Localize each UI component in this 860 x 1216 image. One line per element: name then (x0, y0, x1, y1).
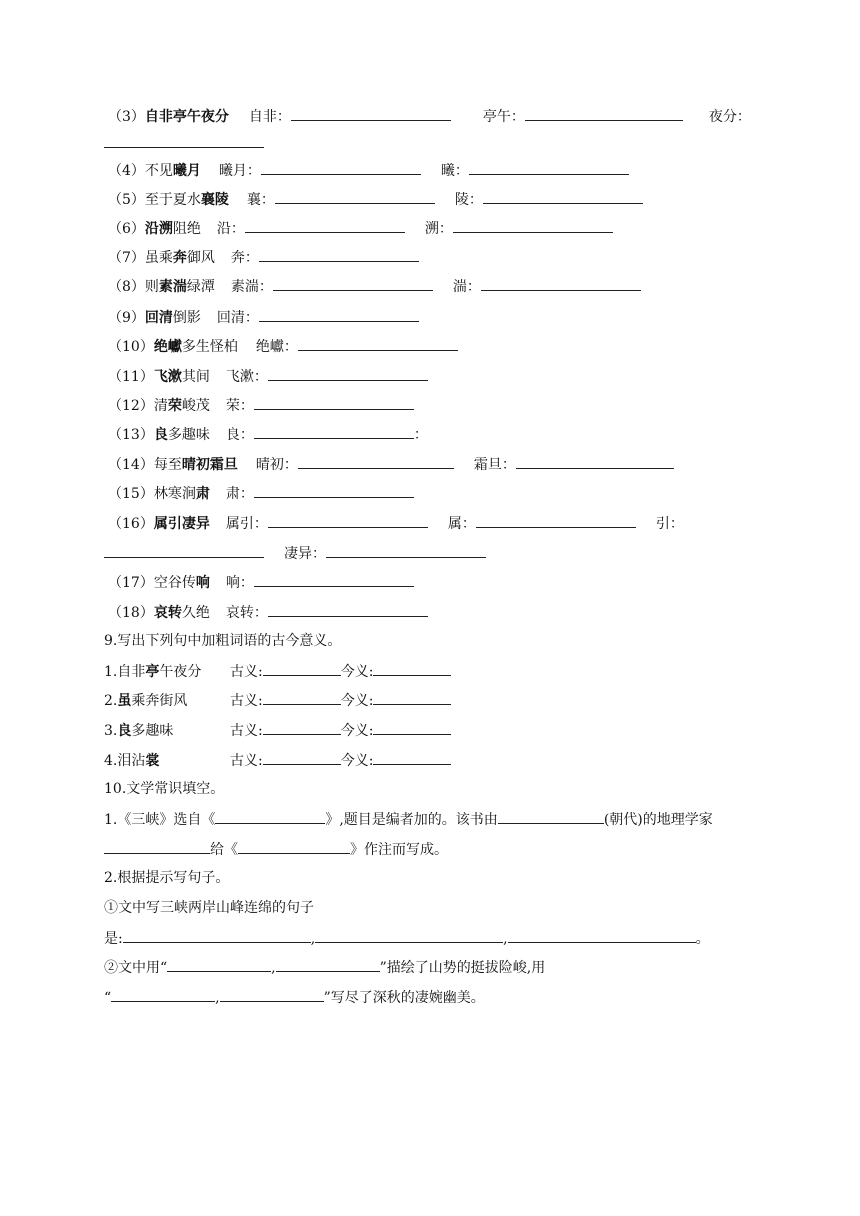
bold-phrase: 响 (195, 575, 210, 591)
ancient-meaning-label: 古义: (230, 664, 263, 680)
q9-item-4 (104, 750, 451, 770)
bold-phrase: 绝巘 (153, 339, 182, 355)
q9-item-1 (104, 661, 451, 681)
term-label: 荣： (225, 398, 254, 414)
answer-blank[interactable] (481, 276, 641, 291)
text: ”写尽了深秋的凄婉幽美。 (323, 990, 485, 1006)
ancient-meaning-label: 古义: (230, 693, 263, 709)
q10-sub-2a-answer (104, 928, 710, 948)
answer-blank[interactable] (254, 424, 414, 439)
answer-blank[interactable] (298, 454, 454, 469)
answer-blank[interactable] (273, 276, 433, 291)
answer-blank[interactable] (245, 218, 405, 233)
text: ②文中用“ (104, 960, 168, 976)
phrase-text: 每至 (153, 457, 182, 473)
term-label: 凄异： (284, 546, 326, 562)
item-number: （12） (108, 398, 154, 414)
term-label: 晴初： (255, 457, 298, 473)
item-number: （11） (108, 369, 154, 385)
answer-blank[interactable] (469, 160, 629, 175)
q10-sub-2b-cont (104, 987, 485, 1007)
q10-sub-2-title: 2.根据提示写句子。 (104, 870, 230, 886)
vocab-item-8 (108, 276, 641, 296)
answer-blank[interactable] (276, 957, 380, 972)
answer-blank[interactable] (215, 809, 325, 824)
answer-blank[interactable] (373, 720, 451, 735)
modern-meaning-label: 今义: (340, 753, 374, 769)
ancient-meaning-label: 古义: (230, 753, 263, 769)
ancient-meaning-label: 古义: (230, 723, 263, 739)
vocab-item-6 (108, 218, 613, 238)
vocab-item-13 (108, 424, 428, 444)
q9-item-2 (104, 690, 451, 710)
vocab-item-5 (108, 189, 643, 209)
term-label: 回清： (216, 310, 259, 326)
term-label: 沿： (216, 221, 245, 237)
bold-phrase: 襄陵 (200, 192, 229, 208)
answer-blank[interactable] (453, 218, 613, 233)
answer-blank[interactable] (123, 928, 311, 943)
vocab-item-12 (108, 395, 414, 415)
term-label: 自非： (248, 109, 291, 125)
q9-sentence: 1.自非亭午夜分 (104, 664, 202, 680)
term-label: 肃： (225, 486, 254, 502)
bold-phrase: 荣 (167, 398, 182, 414)
answer-blank[interactable] (483, 189, 643, 204)
answer-blank[interactable] (298, 336, 458, 351)
question-9-title: 9.写出下列句中加粗词语的古今意义。 (104, 633, 342, 649)
modern-meaning-label: 今义: (340, 664, 374, 680)
term-label: 响： (225, 575, 254, 591)
answer-blank[interactable] (268, 602, 428, 617)
answer-blank[interactable] (254, 572, 414, 587)
punctuation: 。 (695, 931, 710, 947)
vocab-item-3-cont (104, 133, 264, 153)
bold-phrase: 奔 (172, 250, 187, 266)
phrase-text: 阻绝 (172, 221, 201, 237)
text: 》作注而写成。 (350, 842, 448, 858)
q9-item-3 (104, 720, 451, 740)
answer-blank[interactable] (476, 513, 636, 528)
item-number: （10） (108, 339, 154, 355)
bold-phrase: 沿溯 (144, 221, 173, 237)
bold-phrase: 良 (153, 427, 168, 443)
bold-phrase: 晴初霜旦 (181, 457, 238, 473)
bold-phrase: 哀转 (153, 605, 182, 621)
vocab-item-14 (108, 454, 674, 474)
answer-blank[interactable] (315, 928, 503, 943)
phrase-text: 不见 (144, 163, 173, 179)
answer-blank[interactable] (373, 661, 451, 676)
punctuation: ： (413, 427, 428, 443)
term-label: 素湍： (230, 279, 273, 295)
vocab-item-15 (108, 483, 414, 503)
q9-sentence: 2.虽乘奔街风 (104, 693, 188, 709)
answer-blank[interactable] (373, 690, 451, 705)
term-label: 襄： (246, 192, 275, 208)
term-label: 曦： (440, 163, 469, 179)
phrase-text: 多趣味 (167, 427, 210, 443)
item-number: （9） (108, 310, 145, 326)
item-number: （15） (108, 486, 154, 502)
text: “ (104, 990, 112, 1006)
term-label: 哀转： (225, 605, 268, 621)
modern-meaning-label: 今义: (340, 693, 374, 709)
phrase-text: 倒影 (172, 310, 201, 326)
answer-blank[interactable] (259, 247, 419, 262)
item-number: （7） (108, 250, 145, 266)
text: (朝代)的地理学家 (603, 812, 713, 828)
term-label: 飞漱： (225, 369, 268, 385)
term-label: 曦月： (218, 163, 261, 179)
phrase-text: 多生怪柏 (181, 339, 238, 355)
phrase-text: 御风 (186, 250, 215, 266)
phrase-text: 虽乘 (144, 250, 173, 266)
text: ”描绘了山势的挺拔险峻,用 (379, 960, 546, 976)
term-label: 湍： (452, 279, 481, 295)
q10-line-2 (104, 839, 448, 859)
answer-blank[interactable] (167, 957, 271, 972)
bold-phrase: 属引凄异 (153, 516, 210, 532)
text: 》,题目是编者加的。该书由 (325, 812, 498, 828)
q10-sub-2a: ①文中写三峡两岸山峰连绵的句子 (104, 900, 314, 916)
answer-blank[interactable] (268, 513, 428, 528)
answer-blank[interactable] (263, 661, 341, 676)
answer-blank[interactable] (516, 454, 674, 469)
phrase-text: 则 (144, 279, 159, 295)
answer-blank[interactable] (373, 750, 451, 765)
punctuation: , (503, 931, 508, 947)
q10-line-1 (104, 809, 713, 829)
term-label: 绝巘： (255, 339, 298, 355)
phrase-text: 空谷传 (153, 575, 196, 591)
bold-phrase: 肃 (195, 486, 210, 502)
answer-blank[interactable] (326, 543, 486, 558)
answer-blank[interactable] (238, 839, 350, 854)
vocab-item-4 (108, 160, 629, 180)
term-label: 属： (447, 516, 476, 532)
item-number: （6） (108, 221, 145, 237)
phrase-text: 久绝 (181, 605, 210, 621)
vocab-item-16-cont (104, 543, 486, 563)
phrase-text: 至于夏水 (144, 192, 201, 208)
term-label: 引： (655, 516, 684, 532)
punctuation: , (310, 931, 316, 947)
answer-blank[interactable] (259, 307, 419, 322)
term-label: 夜分： (708, 109, 751, 125)
item-number: （17） (108, 575, 154, 591)
question-10-title: 10.文学常识填空。 (104, 781, 225, 797)
answer-blank[interactable] (111, 987, 215, 1002)
q9-sentence: 4.泪沾裳 (104, 753, 160, 769)
answer-blank[interactable] (220, 987, 324, 1002)
q9-sentence: 3.良多趣味 (104, 723, 174, 739)
item-number: （16） (108, 516, 154, 532)
vocab-item-3 (108, 106, 751, 126)
answer-blank[interactable] (275, 189, 435, 204)
item-number: （14） (108, 457, 154, 473)
vocab-item-11 (108, 366, 428, 386)
item-number: （5） (108, 192, 145, 208)
term-label: 溯： (424, 221, 453, 237)
item-number: （3） (108, 109, 145, 125)
answer-blank[interactable] (291, 106, 451, 121)
item-number: （8） (108, 279, 145, 295)
vocab-item-17 (108, 572, 414, 592)
answer-blank[interactable] (263, 720, 341, 735)
term-label: 属引： (225, 516, 268, 532)
item-number: （13） (108, 427, 154, 443)
modern-meaning-label: 今义: (340, 723, 374, 739)
term-label: 陵： (454, 192, 483, 208)
answer-blank[interactable] (104, 543, 264, 558)
term-label: 奔： (230, 250, 259, 266)
answer-blank[interactable] (104, 839, 210, 854)
vocab-item-18 (108, 602, 428, 622)
vocab-item-16 (108, 513, 684, 533)
term-label: 亭午： (482, 109, 525, 125)
bold-phrase: 回清 (144, 310, 173, 326)
bold-phrase: 飞漱 (153, 369, 182, 385)
answer-blank[interactable] (508, 928, 696, 943)
text: 给《 (210, 842, 238, 858)
bold-phrase: 素湍 (158, 279, 187, 295)
answer-blank[interactable] (261, 160, 421, 175)
phrase-text: 其间 (181, 369, 210, 385)
answer-blank[interactable] (263, 750, 341, 765)
vocab-item-9 (108, 307, 419, 327)
text: 是: (104, 931, 123, 947)
item-number: （18） (108, 605, 154, 621)
answer-blank[interactable] (263, 690, 341, 705)
punctuation: , (215, 990, 220, 1006)
punctuation: , (271, 960, 276, 976)
vocab-item-7 (108, 247, 419, 267)
answer-blank[interactable] (525, 106, 683, 121)
text: 1.《三峡》选自《 (104, 812, 216, 828)
answer-blank[interactable] (498, 809, 604, 824)
phrase-text: 林寒涧 (153, 486, 196, 502)
bold-phrase: 自非亭午夜分 (144, 109, 229, 125)
term-label: 良： (225, 427, 254, 443)
phrase-text: 绿潭 (186, 279, 215, 295)
term-label: 霜旦： (473, 457, 516, 473)
vocab-item-10 (108, 336, 458, 356)
q10-sub-2b (104, 957, 545, 977)
bold-phrase: 曦月 (172, 163, 201, 179)
phrase-text: 清 (153, 398, 168, 414)
item-number: （4） (108, 163, 145, 179)
answer-blank[interactable] (254, 395, 414, 410)
answer-blank[interactable] (104, 133, 264, 148)
phrase-text: 峻茂 (181, 398, 210, 414)
answer-blank[interactable] (254, 483, 414, 498)
answer-blank[interactable] (268, 366, 428, 381)
